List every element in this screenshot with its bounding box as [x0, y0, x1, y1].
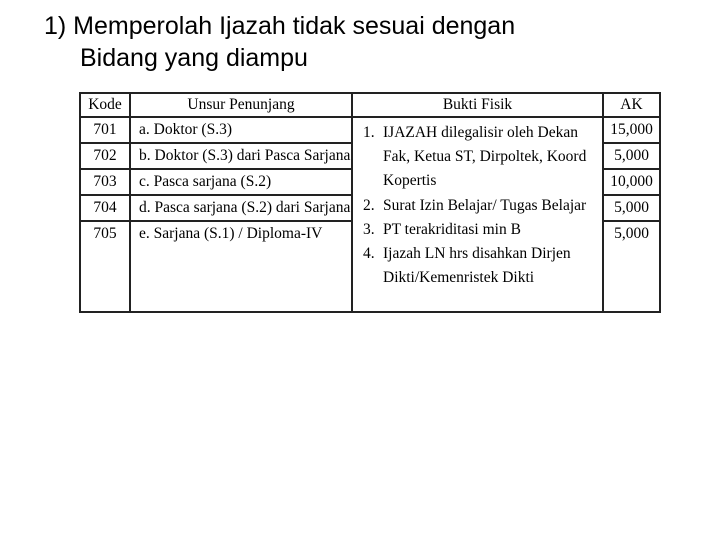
title-line-1: 1) Memperolah Ijazah tidak sesuai dengan: [44, 12, 516, 40]
kode-column: [81, 117, 130, 311]
bukti-line: PT terakriditasi min B: [383, 220, 521, 238]
ak-cell: 5,000: [614, 225, 649, 242]
bukti-line: Dikti/Kemenristek Dikti: [383, 269, 535, 287]
bukti-text: [383, 194, 602, 218]
unsur-column: [130, 117, 352, 311]
unsur-cell: e. Sarjana (S.1) / Diploma-IV: [139, 225, 323, 242]
kode-cell: 701: [81, 118, 129, 144]
header-ak: AK: [603, 94, 659, 117]
bukti-number: 2.: [363, 196, 375, 214]
unsur-cell: a. Doktor (S.3): [131, 118, 351, 144]
bukti-fisik-list: [353, 118, 602, 290]
bukti-number: 4.: [363, 245, 375, 263]
ak-column: [603, 117, 659, 311]
bukti-line: Ijazah LN hrs disahkan Dirjen: [383, 245, 571, 263]
ak-cell: 5,000: [604, 196, 659, 222]
bukti-item: [363, 121, 602, 194]
bukti-line: Surat Izin Belajar/ Tugas Belajar: [383, 196, 587, 214]
kode-cell: 705: [93, 225, 117, 242]
title-line-2: Bidang yang diampu: [80, 44, 308, 72]
bukti-line: Kopertis: [383, 172, 437, 190]
bukti-text: [383, 121, 602, 194]
ak-cell: 5,000: [604, 144, 659, 170]
bukti-text: [383, 242, 602, 290]
header-bukti-fisik: Bukti Fisik: [352, 94, 603, 117]
bukti-item: [363, 218, 602, 242]
ak-cell: 15,000: [604, 118, 659, 144]
body-row: [81, 117, 659, 311]
angka-kredit-table: [79, 92, 661, 313]
unsur-cell: c. Pasca sarjana (S.2): [131, 170, 351, 196]
bukti-item: [363, 242, 602, 290]
slide-title: [44, 10, 684, 74]
bukti-line: IJAZAH dilegalisir oleh Dekan: [383, 124, 578, 141]
bukti-item: [363, 194, 602, 218]
unsur-cell: b. Doktor (S.3) dari Pasca Sarjana: [131, 144, 351, 170]
header-unsur-penunjang: Unsur Penunjang: [130, 94, 352, 117]
header-row: [81, 94, 659, 117]
unsur-cell: d. Pasca sarjana (S.2) dari Sarjana: [131, 196, 351, 222]
bukti-fisik-column: [352, 117, 603, 311]
ak-cell: 10,000: [604, 170, 659, 196]
kode-cell: 702: [81, 144, 129, 170]
kode-cell: 703: [81, 170, 129, 196]
bukti-number: 1.: [363, 124, 375, 141]
header-kode: Kode: [81, 94, 130, 117]
bukti-line: Fak, Ketua ST, Dirpoltek, Koord: [383, 148, 587, 166]
table: [81, 94, 659, 311]
bukti-text: [383, 218, 602, 242]
bukti-number: 3.: [363, 220, 375, 238]
kode-cell: 704: [81, 196, 129, 222]
